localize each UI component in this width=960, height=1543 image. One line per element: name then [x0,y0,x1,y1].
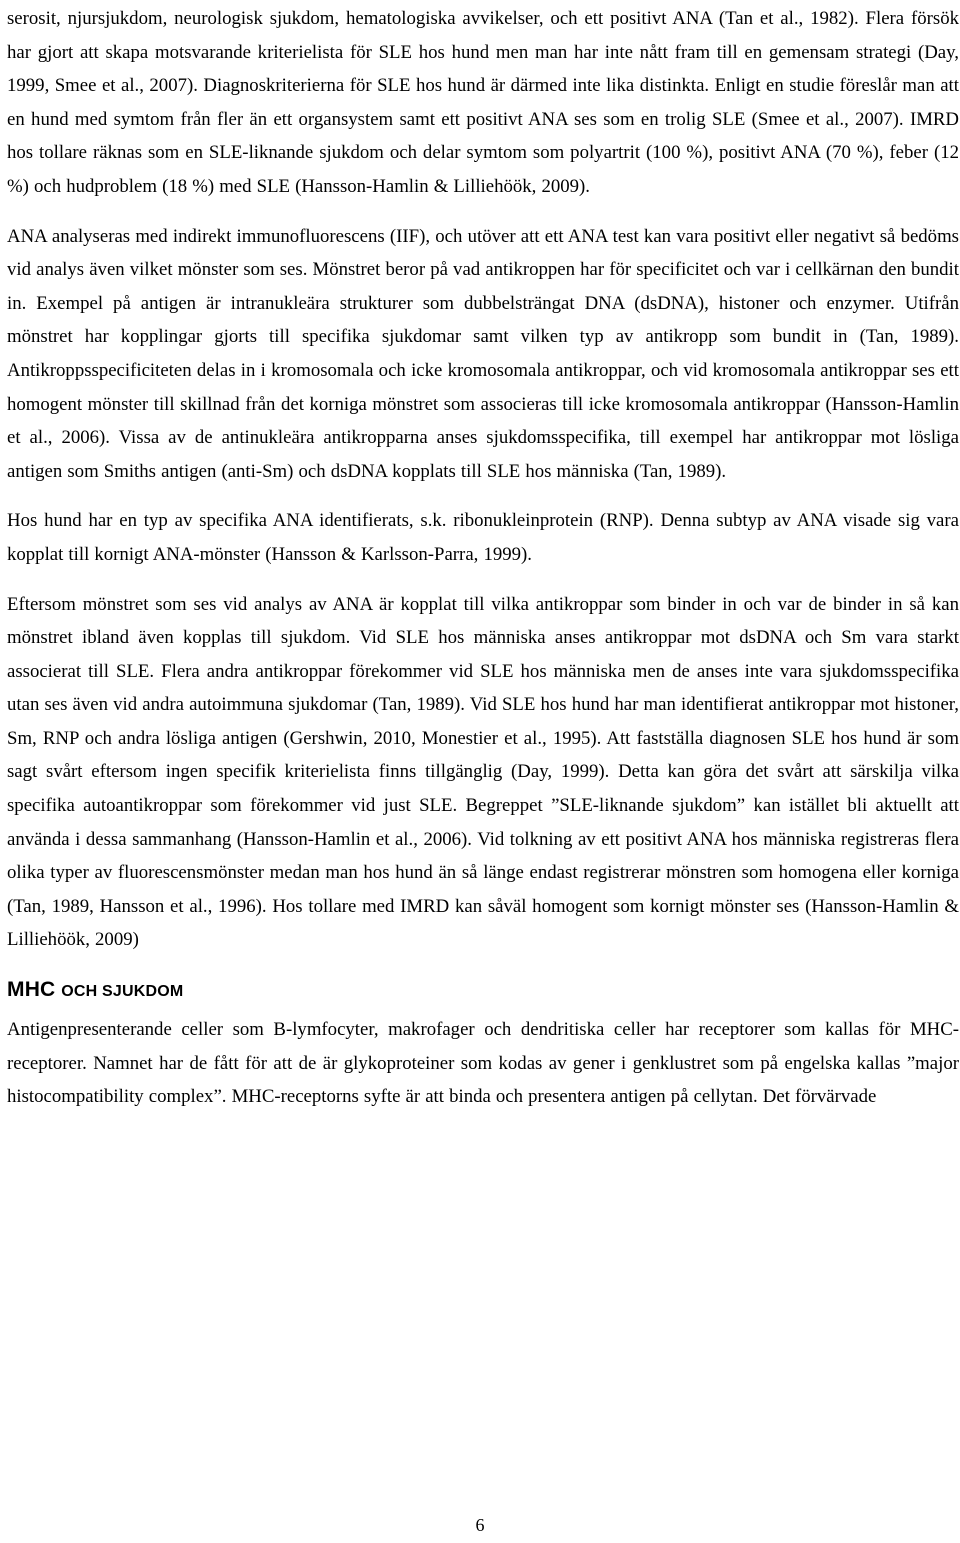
document-page [7,0,959,1114]
paragraph-pattern-and-disease: Eftersom mönstret som ses vid analys av ANA är kopplat till vilka antikroppar som binder in och var de binder in så kan mönstret ibland även kopplas till sjukdom. Vid SLE hos människa anses antikroppar mot dsDNA och Sm vara starkt associerat till SLE. Flera andra antikroppar förekommer vid SLE hos människa men de anses inte vara sjukdomsspecifika utan ses även vid andra autoimmuna sjukdomar (Tan, 1989). Vid SLE hos hund har man identifierat antikroppar mot histoner, Sm, RNP och andra lösliga antigen (Gershwin, 2010, Monestier et al., 1995). Att fastställa diagnosen SLE hos hund är som sagt svårt eftersom ingen specifik kriterielista finns tillgänglig (Day, 1999). Detta kan göra det svårt att särskilja vilka specifika autoantikroppar som förekommer vid just SLE. Begreppet ”SLE-liknande sjukdom” kan istället bli aktuellt att använda i dessa sammanhang (Hansson-Hamlin et al., 2006). Vid tolkning av ett positivt ANA hos människa registreras flera olika typer av fluorescensmönster medan man hos hund än så länge endast registrerar mönstren som homogena eller korniga (Tan, 1989, Hansson et al., 1996). Hos tollare med IMRD kan såväl homogent som kornigt mönster ses (Hansson-Hamlin & Lilliehöök, 2009) [7,593,959,951]
page-number: 6 [475,1515,485,1535]
paragraph-ana-analysis: ANA analyseras med indirekt immunofluorescens (IIF), och utöver att ett ANA test kan vara positivt eller negativt så bedöms vid analys även vilket mönster som ses. Mönstret beror på vad antikroppen har för specificitet och var i cellkärnan den bundit in. Exempel på antigen är intranukleära strukturer som dubbelsträngat DNA (dsDNA), histoner och enzymer. Utifrån mönstret har kopplingar gjorts till specifika sjukdomar samt vilken typ av antikropp som bundit in (Tan, 1989). Antikroppsspecificiteten delas in i kromosomala och icke kromosomala antikroppar, och vid kromosomala antikroppar ses ett homogent mönster till skillnad från det korniga mönstret som associeras till icke kromosomala antikroppar (Hansson-Hamlin et al., 2006). Vissa av de antinukleära antikropparna anses sjukdomsspecifika, till exempel har antikroppar mot lösliga antigen som Smiths antigen (anti-Sm) och dsDNA kopplats till SLE hos människa (Tan, 1989). [7,225,959,482]
section-heading [7,973,959,1009]
paragraph-sle-diagnosis: serosit, njursjukdom, neurologisk sjukdom, hematologiska avvikelser, och ett positivt ANA (Tan et al., 1982). Flera försök har gjort att skapa motsvarande kriterielista för SLE hos hund men man har inte nått fram till en gemensam strategi (Day, 1999, Smee et al., 2007). Diagnoskriterierna för SLE hos hund är därmed inte lika distinkta. Enligt en studie föreslår man att en hund med symtom från fler än ett organsystem samt ett positivt ANA ses som en trolig SLE (Smee et al., 2007). IMRD hos tollare räknas som en SLE-liknande sjukdom och delar symtom som polyartrit (100 %), positivt ANA (70 %), feber (12 %) och hudproblem (18 %) med SLE (Hansson-Hamlin & Lilliehöök, 2009). [7,8,959,197]
section-heading-lead: MHC [7,978,56,1002]
paragraph-mhc-receptors: Antigenpresenterande celler som B-lymfocyter, makrofager och dendritiska celler har receptorer som kallas för MHC-receptorer. Namnet har de fått för att de är glykoproteiner som kodas av gener i genklustret som på engelska kallas ”major histocompatibility complex”. MHC-receptorns syfte är att binda och presentera antigen på cellytan. Det förvärvade [7,1019,959,1108]
section-heading-rest: OCH SJUKDOM [61,983,184,1001]
paragraph-rnp-in-dogs: Hos hund har en typ av specifika ANA identifierats, s.k. ribonukleinprotein (RNP). Denna subtyp av ANA visade sig vara kopplat till kornigt ANA-mönster (Hansson & Karlsson-Parra, 1999). [7,510,959,565]
